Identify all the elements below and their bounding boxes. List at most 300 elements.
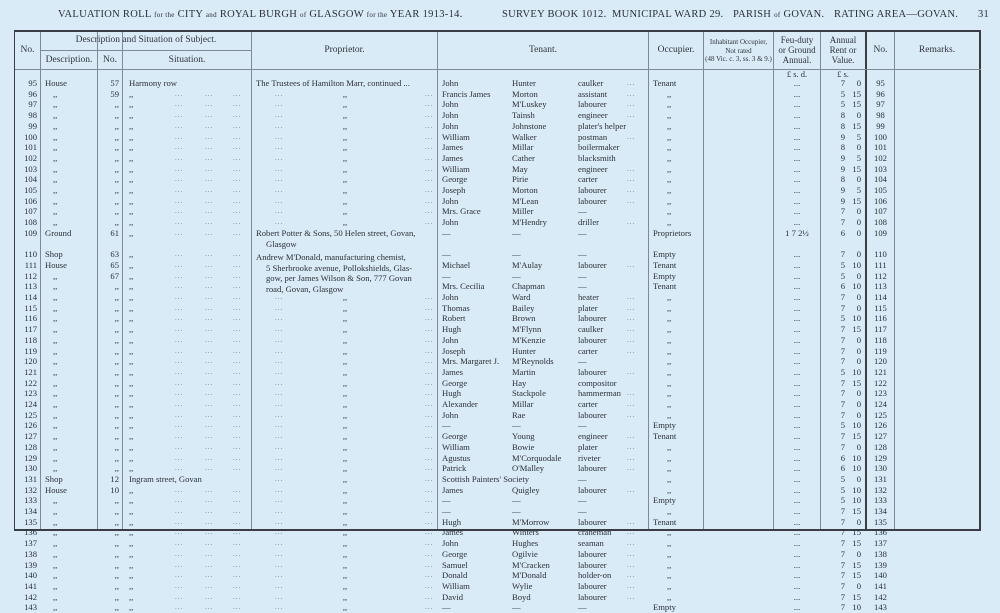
leader-dots: ...: [205, 507, 214, 515]
situation-cell: ,,: [129, 356, 134, 367]
tenant-surname: O'Malley: [512, 463, 545, 474]
leader-dots: ...: [233, 496, 242, 505]
table-row: [15, 560, 981, 571]
header-desc-no: No.: [103, 55, 117, 65]
tenant-surname: Walker: [512, 131, 537, 142]
rent-pounds: 7: [840, 591, 845, 602]
leader-dots: ...: [425, 496, 434, 505]
leader-dots: ...: [175, 303, 184, 312]
occupier-cell: Tenant: [653, 78, 677, 88]
row-number: 102: [24, 152, 37, 163]
proprietor-ditto-cell: ,,: [342, 174, 348, 185]
rent-pounds: 7: [840, 377, 845, 388]
leader-dots: ...: [275, 496, 284, 505]
tenant-occupation: engineer: [578, 431, 608, 442]
row-number-right: 115: [874, 302, 887, 313]
row-number-right: 122: [874, 377, 887, 388]
rent-pounds: 5: [840, 495, 845, 506]
row-number-right: 101: [874, 142, 887, 153]
leader-dots: ...: [275, 153, 284, 162]
row-number: 101: [24, 142, 37, 153]
row-number: 133: [24, 495, 37, 506]
occupier-cell: ,,: [667, 99, 672, 110]
feu-duty-cell: ...: [793, 495, 801, 506]
rent-pounds: 5: [840, 99, 845, 110]
leader-dots: ...: [233, 207, 242, 216]
rent-shillings: 0: [856, 441, 861, 452]
occupier-cell: Empty: [653, 249, 676, 260]
table-row: [15, 346, 981, 357]
tenant-first-name: Joseph: [442, 185, 466, 195]
leader-dots: ...: [205, 250, 214, 259]
description-cell: House: [45, 78, 67, 88]
leader-dots: ...: [205, 496, 214, 505]
tenant-occupation: assistant: [578, 88, 608, 99]
situation-cell: ,,: [129, 431, 134, 442]
occupier-cell: ,,: [667, 292, 672, 302]
leader-dots: ...: [175, 496, 184, 505]
leader-dots: ...: [275, 314, 284, 323]
leader-dots: ...: [425, 410, 434, 419]
street-number-cell: ,,: [114, 548, 119, 559]
leader-dots: ...: [175, 175, 184, 184]
rent-pounds: 5: [840, 88, 845, 99]
leader-dots: ...: [233, 132, 242, 141]
description-cell: ,,: [53, 131, 58, 142]
leader-dots: ...: [627, 132, 636, 141]
feu-duty-cell: ...: [793, 88, 801, 99]
occupier-cell: ,,: [667, 538, 672, 549]
leader-dots: ...: [233, 571, 242, 580]
situation-cell: ,,: [129, 292, 134, 302]
situation-cell: ,,: [129, 324, 134, 335]
leader-dots: ...: [233, 549, 242, 558]
situation-cell: ,,: [129, 570, 134, 581]
tenant-surname: Hunter: [512, 78, 536, 88]
leader-dots: ...: [233, 196, 242, 205]
tenant-first-name: George: [442, 431, 468, 442]
leader-dots: ...: [175, 111, 184, 120]
leader-dots: ...: [275, 218, 284, 227]
row-number-right: 127: [874, 431, 887, 442]
row-number: 108: [24, 217, 37, 228]
rent-shillings: 0: [856, 580, 861, 591]
leader-dots: ...: [425, 453, 434, 462]
street-number-cell: ,,: [114, 345, 119, 356]
proprietor-ditto-cell: ,,: [342, 559, 348, 570]
row-number-right: 119: [874, 345, 887, 356]
situation-cell: ,,: [129, 580, 134, 591]
situation-cell: ,,: [129, 142, 134, 153]
proprietor-block-hamilton-marr: The Trustees of Hamilton Marr, continued ...: [256, 78, 410, 88]
tenant-first-name: William: [442, 441, 470, 452]
occupier-cell: Empty: [653, 270, 676, 281]
tenant-first-name: Hugh: [442, 388, 462, 399]
tenant-surname: Winters: [512, 527, 539, 538]
leader-dots: ...: [175, 581, 184, 590]
proprietor-ditto-cell: ,,: [342, 431, 348, 442]
proprietor-ditto-cell: ,,: [342, 452, 348, 463]
description-cell: ,,: [53, 120, 58, 131]
street-number-cell: ,,: [114, 527, 119, 538]
leader-dots: ...: [233, 357, 242, 366]
tenant-surname: Miller: [512, 206, 534, 217]
leader-dots: ...: [175, 507, 184, 515]
tenant-occupation: carter: [578, 345, 598, 356]
row-number: 118: [24, 334, 37, 345]
table-row: [15, 549, 981, 560]
feu-duty-cell: ...: [793, 591, 801, 602]
feu-duty-cell: ...: [793, 580, 801, 591]
rent-shillings: 0: [856, 292, 861, 302]
leader-dots: ...: [175, 164, 184, 173]
row-number: 115: [24, 302, 37, 313]
tenant-surname: —: [512, 506, 521, 516]
situation-cell: ,,: [129, 302, 134, 313]
situation-cell: ,,: [129, 131, 134, 142]
feu-duty-cell: ...: [793, 570, 801, 581]
description-cell: ,,: [53, 399, 58, 409]
street-number-cell: ,,: [114, 152, 119, 163]
leader-dots: ...: [275, 293, 284, 301]
rent-pounds: 7: [840, 602, 845, 613]
table-row: [15, 196, 981, 207]
situation-cell: ,,: [129, 377, 134, 388]
leader-dots: ...: [205, 282, 214, 291]
row-number-right: 126: [874, 420, 887, 431]
feu-duty-cell: ...: [793, 559, 801, 570]
leader-dots: ...: [275, 400, 284, 408]
rent-pounds: 7: [840, 388, 845, 399]
tenant-occupation: carter: [578, 399, 598, 409]
street-number-cell: ,,: [114, 580, 119, 591]
leader-dots: ...: [275, 592, 284, 601]
leader-dots: ...: [233, 517, 242, 526]
situation-cell: Harmony row: [129, 78, 177, 88]
tenant-first-name: Joseph: [442, 345, 466, 356]
feu-duty-cell: ...: [793, 356, 801, 367]
leader-dots: ...: [425, 464, 434, 473]
leader-dots: ...: [233, 303, 242, 312]
row-number-right: 143: [874, 602, 887, 613]
street-number-cell: ,,: [114, 99, 119, 110]
occupier-cell: ,,: [667, 131, 672, 142]
leader-dots: ...: [627, 346, 636, 355]
tenant-first-name: Samuel: [442, 559, 468, 570]
row-number: 143: [24, 602, 37, 613]
row-number-right: 100: [874, 131, 887, 142]
proprietor-ditto-cell: ,,: [342, 366, 348, 377]
leader-dots: ...: [175, 400, 184, 408]
tenant-first-name: —: [442, 270, 451, 281]
leader-dots: ...: [425, 474, 434, 483]
leader-dots: ...: [175, 89, 184, 98]
feu-duty-cell: ...: [793, 409, 801, 420]
rating-area: RATING AREA—GOVAN.: [834, 9, 959, 20]
feu-duty-cell: ...: [793, 270, 801, 281]
leader-dots: ...: [275, 196, 284, 205]
description-cell: ,,: [53, 345, 58, 356]
rent-shillings: 10: [852, 313, 861, 324]
proprietor-ditto-cell: ,,: [342, 377, 348, 388]
feu-duty-cell: ...: [793, 484, 801, 495]
row-number: 128: [24, 441, 37, 452]
occupier-cell: ,,: [667, 206, 672, 217]
leader-dots: ...: [627, 260, 636, 269]
description-cell: Ground: [45, 227, 72, 238]
tenant-first-name: James: [442, 142, 464, 153]
situation-cell: ,,: [129, 559, 134, 570]
leader-dots: ...: [275, 453, 284, 462]
feu-duty-cell: ...: [793, 142, 801, 153]
row-number: 134: [24, 506, 37, 516]
leader-dots: ...: [627, 100, 636, 109]
rent-shillings: 0: [856, 217, 861, 228]
row-number-right: 129: [874, 452, 887, 463]
leader-dots: ...: [627, 485, 636, 494]
proprietor-ditto-cell: ,,: [342, 302, 348, 313]
leader-dots: ...: [275, 89, 284, 98]
leader-dots: ...: [275, 121, 284, 130]
occupier-cell: ,,: [667, 409, 672, 420]
street-number-cell: 57: [110, 78, 119, 88]
row-number: 96: [28, 88, 37, 99]
description-cell: ,,: [53, 580, 58, 591]
table-row: [15, 453, 981, 464]
tenant-occupation: labourer: [578, 580, 607, 591]
tenant-first-name: John: [442, 195, 459, 206]
row-number-right: 121: [874, 366, 887, 377]
occupier-cell: ,,: [667, 377, 672, 388]
leader-dots: ...: [627, 560, 636, 569]
rent-pounds: 7: [840, 580, 845, 591]
description-cell: ,,: [53, 559, 58, 570]
leader-dots: ...: [275, 100, 284, 109]
rent-pounds: 7: [840, 356, 845, 367]
street-number-cell: ,,: [114, 441, 119, 452]
row-number-right: 140: [874, 570, 887, 581]
rent-pounds: 7: [840, 548, 845, 559]
leader-dots: ...: [275, 507, 284, 515]
leader-dots: ...: [425, 571, 434, 580]
proprietor-ditto-cell: ,,: [342, 409, 348, 420]
situation-cell: ,,: [129, 163, 134, 174]
occupier-cell: ,,: [667, 120, 672, 131]
tenant-first-name: Francis James: [442, 88, 491, 99]
leader-dots: ...: [233, 367, 242, 376]
row-number-right: 106: [874, 195, 887, 206]
tenant-first-name: Alexander: [442, 399, 478, 409]
rent-pounds: 8: [840, 174, 845, 185]
tenant-first-name: John: [442, 120, 459, 131]
leader-dots: ...: [275, 549, 284, 558]
tenant-first-name: David: [442, 591, 464, 602]
leader-dots: ...: [205, 164, 214, 173]
leader-dots: ...: [425, 517, 434, 526]
row-number: 132: [24, 484, 37, 495]
leader-dots: ...: [425, 389, 434, 398]
occupier-cell: ,,: [667, 441, 672, 452]
tenant-surname: M'Kenzie: [512, 334, 546, 345]
rent-shillings: 0: [856, 345, 861, 356]
tenant-first-name: Hugh: [442, 516, 462, 527]
rent-pounds: 9: [840, 195, 845, 206]
feu-duty-cell: ...: [793, 377, 801, 388]
leader-dots: ...: [233, 400, 242, 408]
feu-duty-cell: ...: [793, 399, 801, 409]
leader-dots: ...: [205, 549, 214, 558]
situation-cell: ,,: [129, 195, 134, 206]
situation-cell: ,,: [129, 420, 134, 431]
street-number-cell: ,,: [114, 313, 119, 324]
tenant-occupation: labourer: [578, 591, 607, 602]
occupier-cell: Proprietors: [653, 227, 692, 238]
leader-dots: ...: [175, 207, 184, 216]
occupier-cell: ,,: [667, 559, 672, 570]
rent-shillings: 0: [856, 227, 861, 238]
leader-dots: ...: [175, 389, 184, 398]
leader-dots: ...: [175, 539, 184, 548]
leader-dots: ...: [275, 346, 284, 355]
leader-dots: ...: [627, 164, 636, 173]
situation-cell: Ingram street, Govan: [129, 473, 202, 484]
table-row: [15, 442, 981, 453]
feu-duty-cell: ...: [793, 185, 801, 195]
rent-pounds: 7: [840, 538, 845, 549]
tenant-surname: Stackpole: [512, 388, 546, 399]
leader-dots: ...: [425, 303, 434, 312]
table-row: [15, 260, 981, 271]
occupier-cell: ,,: [667, 463, 672, 474]
leader-dots: ...: [627, 335, 636, 344]
tenant-surname: —: [512, 420, 521, 431]
table-row: [15, 474, 981, 485]
row-number: 123: [24, 388, 37, 399]
leader-dots: ...: [205, 132, 214, 141]
description-cell: ,,: [53, 366, 58, 377]
rent-pounds: 7: [840, 302, 845, 313]
row-number-right: 103: [874, 163, 887, 174]
row-number: 113: [24, 281, 37, 292]
tenant-surname: —: [512, 602, 521, 613]
feu-duty-cell: ...: [793, 516, 801, 527]
row-number: 121: [24, 366, 37, 377]
row-number: 129: [24, 452, 37, 463]
feu-duty-cell: ...: [793, 249, 801, 260]
rent-pounds: 7: [840, 527, 845, 538]
tenant-surname: Chapman: [512, 281, 545, 292]
leader-dots: ...: [627, 442, 636, 451]
tenant-surname: Rae: [512, 409, 526, 420]
situation-cell: ,,: [129, 152, 134, 163]
situation-cell: ,,: [129, 602, 134, 613]
tenant-occupation: labourer: [578, 559, 607, 570]
leader-dots: ...: [233, 453, 242, 462]
rent-pounds: 6: [840, 463, 845, 474]
rent-shillings: 15: [852, 120, 861, 131]
leader-dots: ...: [175, 603, 184, 612]
leader-dots: ...: [233, 325, 242, 334]
tenant-occupation: labourer: [578, 516, 607, 527]
leader-dots: ...: [425, 100, 434, 109]
tenant-occupation: plater's helper: [578, 120, 627, 131]
table-row: [15, 281, 981, 292]
description-cell: House: [45, 484, 67, 495]
situation-cell: ,,: [129, 527, 134, 538]
situation-cell: ,,: [129, 110, 134, 121]
tenant-first-name: James: [442, 527, 464, 538]
description-cell: ,,: [53, 88, 58, 99]
leader-dots: ...: [425, 560, 434, 569]
leader-dots: ...: [627, 325, 636, 334]
row-number: 98: [28, 110, 37, 121]
proprietor-ditto-cell: ,,: [342, 217, 348, 228]
leader-dots: ...: [205, 228, 214, 237]
leader-dots: ...: [425, 314, 434, 323]
table-row: [15, 206, 981, 217]
tenant-surname: Johnstone: [512, 120, 547, 131]
feu-duty-cell: ...: [793, 206, 801, 217]
tenant-occupation: labourer: [578, 185, 607, 195]
leader-dots: ...: [627, 592, 636, 601]
occupier-cell: ,,: [667, 527, 672, 538]
feu-duty-cell: ...: [793, 441, 801, 452]
leader-dots: ...: [205, 581, 214, 590]
table-row: [15, 174, 981, 185]
street-number-cell: ,,: [114, 506, 119, 516]
situation-cell: ,,: [129, 174, 134, 185]
feu-duty-cell: ...: [793, 110, 801, 121]
situation-cell: ,,: [129, 88, 134, 99]
row-number-right: 116: [874, 313, 887, 324]
leader-dots: ...: [233, 228, 242, 237]
feu-duty-cell: ...: [793, 334, 801, 345]
tenant-surname: Tainsh: [512, 110, 535, 121]
tenant-first-name: —: [442, 506, 451, 516]
description-cell: ,,: [53, 452, 58, 463]
tenant-occupation: riveter: [578, 452, 601, 463]
street-number-cell: 12: [110, 473, 119, 484]
rent-shillings: 0: [856, 302, 861, 313]
leader-dots: ...: [425, 293, 434, 301]
occupier-cell: ,,: [667, 313, 672, 324]
leader-dots: ...: [425, 186, 434, 194]
leader-dots: ...: [175, 335, 184, 344]
row-number: 112: [24, 270, 37, 281]
leader-dots: ...: [425, 218, 434, 227]
row-number-right: 130: [874, 463, 887, 474]
tenant-first-name: Michael: [442, 259, 471, 270]
street-number-cell: 61: [110, 227, 119, 238]
tenant-first-name: William: [442, 163, 470, 174]
situation-cell: ,,: [129, 270, 134, 281]
feu-duty-cell: ...: [793, 120, 801, 131]
leader-dots: ...: [205, 153, 214, 162]
feu-duty-cell: ...: [793, 388, 801, 399]
leader-dots: ...: [425, 539, 434, 548]
leader-dots: ...: [233, 111, 242, 120]
leader-dots: ...: [175, 218, 184, 227]
leader-dots: ...: [275, 389, 284, 398]
table-row: [15, 527, 981, 538]
leader-dots: ...: [233, 560, 242, 569]
description-cell: ,,: [53, 548, 58, 559]
roll-title: VALUATION ROLL for the CITY and ROYAL BURGH of GLASGOW for the YEAR 1913-14.: [58, 9, 463, 20]
tenant-occupation: —: [578, 249, 587, 260]
header-no-right: No.: [873, 45, 888, 55]
tenant-first-name: John: [442, 292, 459, 302]
leader-dots: ...: [205, 314, 214, 323]
